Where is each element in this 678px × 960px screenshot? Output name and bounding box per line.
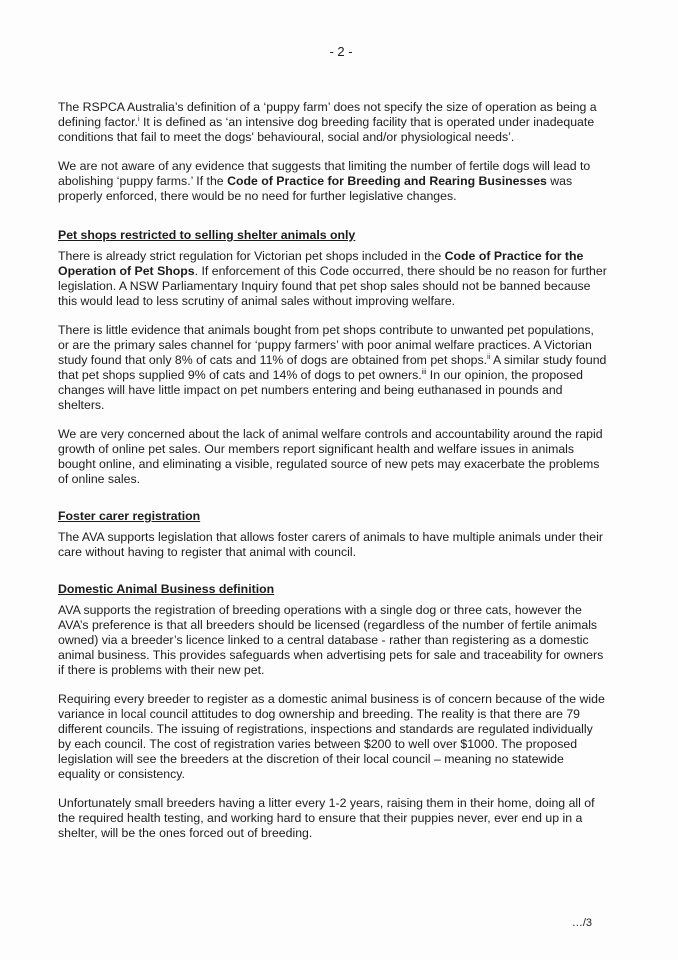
footnote-marker: iii bbox=[421, 368, 427, 376]
paragraph-no-evidence: We are not aware of any evidence that suggests that limiting the number of fertile dogs will lead to abolishing ‘puppy farms.’ If the Code of Practice for Breeding and Rearing Businesses was properly enforced, there would be no need for further legislative changes. bbox=[58, 159, 591, 203]
heading-pet-shops: Pet shops restricted to selling shelter animals only bbox=[58, 228, 356, 242]
paragraph-puppy-farm-definition: The RSPCA Australia’s definition of a ‘puppy farm’ does not specify the size of operation as being a defining factor.$^i$ It is defined as ‘an intensive dog breeding facility that is operated under inadequate conditions that fail to meet the dogs' behavioural, social and/or physiological needs’. bbox=[58, 100, 597, 144]
code-of-practice-pet-shops: Code of Practice for the Operation of Pet Shops bbox=[58, 249, 584, 278]
footnote-marker: ii bbox=[487, 353, 491, 361]
paragraph-online-sales: We are very concerned about the lack of animal welfare controls and accountability around the rapid growth of online pet sales. Our members report significant health and welfare issues in animals bought online, and eliminating a visible, regulated source of new pets may exacerbate the problems of online sales. bbox=[58, 427, 603, 486]
paragraph-pet-shop-evidence: There is little evidence that animals bought from pet shops contribute to unwanted pet populations, or are the primary sales channel for ‘puppy farmers’ with poor animal welfare practices. A Victorian study found that only 8% of cats and 11% of dogs are obtained from pet shops.$^{ii}$ A similar study found that pet shops supplied 9% of cats and 14% of dogs to pet owners.$^{iii}$ In our opinion, the proposed changes will have little impact on pet numbers entering and being euthanased in pounds and shelters. bbox=[58, 323, 607, 412]
continuation-marker: …/3 bbox=[571, 917, 592, 929]
paragraph-small-breeders: Unfortunately small breeders having a litter every 1-2 years, raising them in their home, doing all of the required health testing, and working hard to ensure that their puppies never, ever end up in a shelter, will be the ones forced out of breeding. bbox=[58, 796, 595, 840]
page-number: - 2 - bbox=[329, 44, 353, 59]
footnote-marker: i bbox=[137, 115, 140, 123]
paragraph-pet-shop-regulation: There is already strict regulation for Victorian pet shops included in the Code of Practice for the Operation of Pet Shops. If enforcement of this Code occurred, there should be no reason for further legislation. A NSW Parliamentary Inquiry found that pet shop sales should not be banned because this would lead to less scrutiny of animal sales without improving welfare. bbox=[58, 249, 607, 308]
paragraph-council-variance: Requiring every breeder to register as a domestic animal business is of concern because of the wide variance in local council attitudes to dog ownership and breeding. The reality is that there are 79 different councils. The issuing of registrations, inspections and standards are regulated individually by each council. The cost of registration varies between $200 to well over $1000. The proposed legislation will see the breeders at the discretion of their local council – meaning no statewide equality or consistency. bbox=[58, 692, 605, 781]
code-of-practice-breeding: Code of Practice for Breeding and Rearing Businesses bbox=[227, 174, 547, 188]
heading-domestic-animal-business: Domestic Animal Business definition bbox=[58, 582, 275, 596]
paragraph-foster-carer: The AVA supports legislation that allows foster carers of animals to have multiple animals under their care without having to register that animal with council. bbox=[58, 530, 603, 559]
paragraph-breeder-licence: AVA supports the registration of breeding operations with a single dog or three cats, however the AVA’s preference is that all breeders should be licensed (regardless of the number of fertile animals owned) via a breeder’s licence linked to a central database - rather than registering as a domestic animal business. This provides safeguards when advertising pets for sale and traceability for owners if there is problems with their new pet. bbox=[58, 603, 604, 677]
heading-foster-carer: Foster carer registration bbox=[58, 509, 201, 523]
